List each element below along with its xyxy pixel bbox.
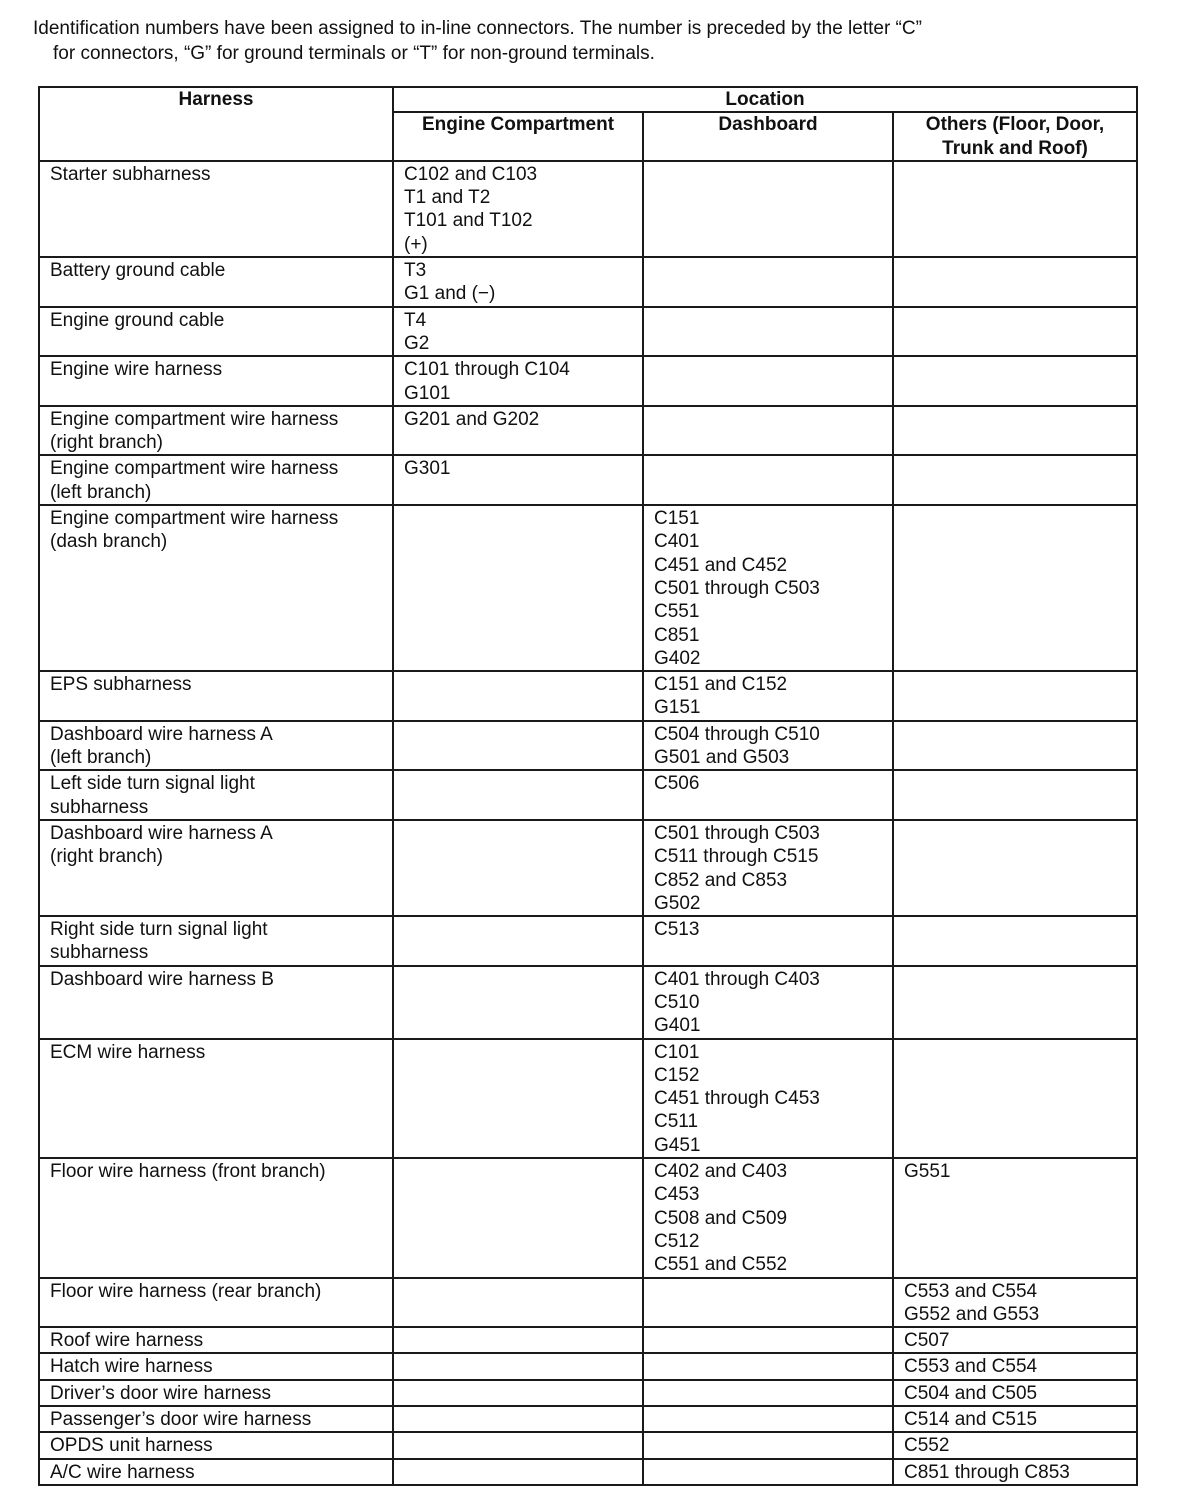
harness-cell xyxy=(39,161,393,257)
connector-location-table xyxy=(38,86,1138,1486)
others-cell xyxy=(893,1432,1137,1458)
connector-id: C508 and C509 xyxy=(654,1207,788,1229)
harness-cell xyxy=(39,671,393,721)
intro-line-1: Identification numbers have been assigned to in-line connectors. The number is preceded by the letter “C” xyxy=(33,18,922,39)
connector-id: T101 and T102 xyxy=(404,210,533,232)
harness-cell xyxy=(39,1158,393,1277)
engine-compartment-cell xyxy=(393,161,643,257)
table-row xyxy=(39,505,1137,671)
table-row xyxy=(39,770,1137,820)
connector-id: C401 xyxy=(654,531,700,553)
harness-name-line: Left side turn signal light xyxy=(50,773,255,795)
connector-id: C511 through C515 xyxy=(654,846,819,868)
others-cell xyxy=(893,1278,1137,1328)
connector-id: G402 xyxy=(654,647,701,669)
table-row xyxy=(39,966,1137,1039)
others-cell xyxy=(893,307,1137,357)
dashboard-cell xyxy=(643,1459,893,1485)
engine-compartment-cell xyxy=(393,721,643,771)
harness-cell xyxy=(39,1039,393,1158)
table-row xyxy=(39,1353,1137,1379)
others-cell xyxy=(893,1353,1137,1379)
connector-id: C514 and C515 xyxy=(904,1409,1038,1431)
dashboard-cell xyxy=(643,1327,893,1353)
harness-cell xyxy=(39,1406,393,1432)
table-row xyxy=(39,671,1137,721)
harness-name-line: Dashboard wire harness B xyxy=(50,968,274,990)
intro-line-2: for connectors, “G” for ground terminals or “T” for non-ground terminals. xyxy=(53,43,655,64)
table-row xyxy=(39,916,1137,966)
harness-name-line: Engine wire harness xyxy=(50,359,223,381)
connector-id: G451 xyxy=(654,1134,701,1156)
connector-id: C851 through C853 xyxy=(904,1461,1070,1483)
dashboard-cell xyxy=(643,1158,893,1277)
engine-compartment-cell xyxy=(393,1432,643,1458)
header-location: Location xyxy=(393,87,1137,112)
connector-id: G301 xyxy=(404,458,451,480)
harness-name-line: OPDS unit harness xyxy=(50,1435,213,1457)
harness-cell xyxy=(39,1380,393,1406)
connector-id: T3 xyxy=(404,260,427,282)
engine-compartment-cell xyxy=(393,770,643,820)
dashboard-cell xyxy=(643,1278,893,1328)
table-row xyxy=(39,307,1137,357)
harness-cell xyxy=(39,966,393,1039)
harness-cell xyxy=(39,1459,393,1485)
others-cell xyxy=(893,770,1137,820)
harness-name-line: (left branch) xyxy=(50,481,152,503)
table-row xyxy=(39,1327,1137,1353)
connector-id: C512 xyxy=(654,1230,700,1252)
connector-id: C551 xyxy=(654,601,700,623)
harness-cell xyxy=(39,1278,393,1328)
harness-cell xyxy=(39,820,393,916)
harness-name-line: Engine compartment wire harness xyxy=(50,508,339,530)
table-row xyxy=(39,721,1137,771)
header-others xyxy=(893,112,1137,161)
table-row xyxy=(39,161,1137,257)
table-row xyxy=(39,1380,1137,1406)
harness-name-line: Driver’s door wire harness xyxy=(50,1382,272,1404)
dashboard-cell xyxy=(643,406,893,456)
others-cell xyxy=(893,161,1137,257)
harness-name-line: Engine compartment wire harness xyxy=(50,408,339,430)
connector-id: G201 and G202 xyxy=(404,408,540,430)
harness-name-line: subharness xyxy=(50,942,149,964)
dashboard-cell xyxy=(643,721,893,771)
dashboard-cell xyxy=(643,257,893,307)
connector-id: G151 xyxy=(654,697,701,719)
header-dashboard: Dashboard xyxy=(643,112,893,161)
harness-cell xyxy=(39,916,393,966)
others-cell xyxy=(893,1380,1137,1406)
connector-id: C552 xyxy=(904,1435,950,1457)
others-cell xyxy=(893,1158,1137,1277)
engine-compartment-cell xyxy=(393,505,643,671)
connector-id: C451 through C453 xyxy=(654,1088,820,1110)
harness-name-line: (right branch) xyxy=(50,846,163,868)
connector-id: G1 and (−) xyxy=(404,283,496,305)
dashboard-cell xyxy=(643,505,893,671)
harness-cell xyxy=(39,505,393,671)
harness-cell xyxy=(39,356,393,406)
others-cell xyxy=(893,505,1137,671)
others-cell xyxy=(893,455,1137,505)
table-row xyxy=(39,1432,1137,1458)
connector-id: G551 xyxy=(904,1161,951,1183)
connector-id: C504 through C510 xyxy=(654,723,820,745)
header-others-line: Others (Floor, Door, xyxy=(925,114,1105,136)
dashboard-cell xyxy=(643,356,893,406)
dashboard-cell xyxy=(643,770,893,820)
harness-name-line: (left branch) xyxy=(50,747,152,769)
intro-text xyxy=(33,16,1153,66)
harness-cell xyxy=(39,257,393,307)
harness-cell xyxy=(39,307,393,357)
others-cell xyxy=(893,406,1137,456)
connector-id: G502 xyxy=(654,892,701,914)
connector-id: C551 and C552 xyxy=(654,1254,788,1276)
harness-name-line: Hatch wire harness xyxy=(50,1356,213,1378)
table-row xyxy=(39,406,1137,456)
engine-compartment-cell xyxy=(393,257,643,307)
engine-compartment-cell xyxy=(393,406,643,456)
connector-id: C453 xyxy=(654,1184,700,1206)
connector-id: C513 xyxy=(654,919,700,941)
connector-id: C510 xyxy=(654,991,700,1013)
harness-name-line: Engine ground cable xyxy=(50,309,225,331)
connector-id: C511 xyxy=(654,1111,699,1133)
connector-id: C553 and C554 xyxy=(904,1280,1038,1302)
connector-id: G401 xyxy=(654,1015,701,1037)
table-row xyxy=(39,1459,1137,1485)
connector-id: C507 xyxy=(904,1330,950,1352)
engine-compartment-cell xyxy=(393,1353,643,1379)
engine-compartment-cell xyxy=(393,1380,643,1406)
connector-id: C501 through C503 xyxy=(654,822,820,844)
dashboard-cell xyxy=(643,1380,893,1406)
harness-name-line: EPS subharness xyxy=(50,674,192,696)
harness-cell xyxy=(39,406,393,456)
others-cell xyxy=(893,671,1137,721)
connector-id: (+) xyxy=(404,233,428,255)
connector-id: C504 and C505 xyxy=(904,1382,1038,1404)
table-row xyxy=(39,356,1137,406)
dashboard-cell xyxy=(643,1406,893,1432)
dashboard-cell xyxy=(643,455,893,505)
harness-cell xyxy=(39,770,393,820)
table-row xyxy=(39,820,1137,916)
table-row xyxy=(39,257,1137,307)
connector-id: C101 xyxy=(654,1041,700,1063)
table-row xyxy=(39,1039,1137,1158)
table-body xyxy=(39,161,1137,1485)
table-row xyxy=(39,1158,1137,1277)
harness-cell xyxy=(39,721,393,771)
harness-name-line: (dash branch) xyxy=(50,531,168,553)
harness-name-line: Engine compartment wire harness xyxy=(50,458,339,480)
connector-id: C102 and C103 xyxy=(404,163,538,185)
connector-id: C401 through C403 xyxy=(654,968,820,990)
connector-id: C402 and C403 xyxy=(654,1161,788,1183)
harness-name-line: Battery ground cable xyxy=(50,260,226,282)
dashboard-cell xyxy=(643,966,893,1039)
connector-id: G2 xyxy=(404,332,430,354)
harness-name-line: A/C wire harness xyxy=(50,1461,195,1483)
others-cell xyxy=(893,1406,1137,1432)
others-cell xyxy=(893,966,1137,1039)
others-cell xyxy=(893,356,1137,406)
engine-compartment-cell xyxy=(393,671,643,721)
engine-compartment-cell xyxy=(393,820,643,916)
connector-id: T4 xyxy=(404,309,427,331)
others-cell xyxy=(893,916,1137,966)
harness-name-line: Dashboard wire harness A xyxy=(50,723,273,745)
engine-compartment-cell xyxy=(393,1406,643,1432)
harness-name-line: Passenger’s door wire harness xyxy=(50,1409,312,1431)
connector-id: C151 and C152 xyxy=(654,674,788,696)
engine-compartment-cell xyxy=(393,1158,643,1277)
connector-id: C506 xyxy=(654,773,700,795)
connector-id: C101 through C104 xyxy=(404,359,570,381)
dashboard-cell xyxy=(643,161,893,257)
connector-id: C553 and C554 xyxy=(904,1356,1038,1378)
harness-name-line: ECM wire harness xyxy=(50,1041,206,1063)
connector-id: G501 and G503 xyxy=(654,747,790,769)
engine-compartment-cell xyxy=(393,1039,643,1158)
header-engine-compartment: Engine Compartment xyxy=(393,112,643,161)
harness-name-line: Right side turn signal light xyxy=(50,919,268,941)
dashboard-cell xyxy=(643,916,893,966)
dashboard-cell xyxy=(643,1039,893,1158)
harness-name-line: subharness xyxy=(50,796,149,818)
harness-cell xyxy=(39,455,393,505)
harness-name-line: Starter subharness xyxy=(50,163,211,185)
harness-name-line: Dashboard wire harness A xyxy=(50,822,273,844)
connector-id: C152 xyxy=(654,1064,700,1086)
others-cell xyxy=(893,721,1137,771)
connector-id: C852 and C853 xyxy=(654,869,788,891)
header-others-line: Trunk and Roof) xyxy=(942,137,1088,159)
others-cell xyxy=(893,1459,1137,1485)
others-cell xyxy=(893,1039,1137,1158)
engine-compartment-cell xyxy=(393,916,643,966)
harness-name-line: (right branch) xyxy=(50,432,163,454)
others-cell xyxy=(893,1327,1137,1353)
others-cell xyxy=(893,820,1137,916)
header-harness: Harness xyxy=(39,87,393,161)
table-header xyxy=(39,87,1137,161)
dashboard-cell xyxy=(643,671,893,721)
harness-cell xyxy=(39,1432,393,1458)
harness-name-line: Floor wire harness (rear branch) xyxy=(50,1280,322,1302)
harness-name-line: Roof wire harness xyxy=(50,1330,204,1352)
engine-compartment-cell xyxy=(393,1278,643,1328)
connector-id: C501 through C503 xyxy=(654,577,820,599)
harness-cell xyxy=(39,1353,393,1379)
engine-compartment-cell xyxy=(393,1459,643,1485)
dashboard-cell xyxy=(643,820,893,916)
connector-id: C851 xyxy=(654,624,700,646)
connector-id: T1 and T2 xyxy=(404,187,491,209)
table-row xyxy=(39,1278,1137,1328)
harness-cell xyxy=(39,1327,393,1353)
table-row xyxy=(39,455,1137,505)
engine-compartment-cell xyxy=(393,455,643,505)
connector-id: G552 and G553 xyxy=(904,1303,1040,1325)
harness-name-line: Floor wire harness (front branch) xyxy=(50,1161,326,1183)
table-row xyxy=(39,1406,1137,1432)
dashboard-cell xyxy=(643,1353,893,1379)
engine-compartment-cell xyxy=(393,966,643,1039)
engine-compartment-cell xyxy=(393,356,643,406)
dashboard-cell xyxy=(643,307,893,357)
engine-compartment-cell xyxy=(393,307,643,357)
connector-id: C151 xyxy=(654,508,700,530)
dashboard-cell xyxy=(643,1432,893,1458)
connector-id: C451 and C452 xyxy=(654,554,788,576)
others-cell xyxy=(893,257,1137,307)
engine-compartment-cell xyxy=(393,1327,643,1353)
connector-id: G101 xyxy=(404,382,451,404)
